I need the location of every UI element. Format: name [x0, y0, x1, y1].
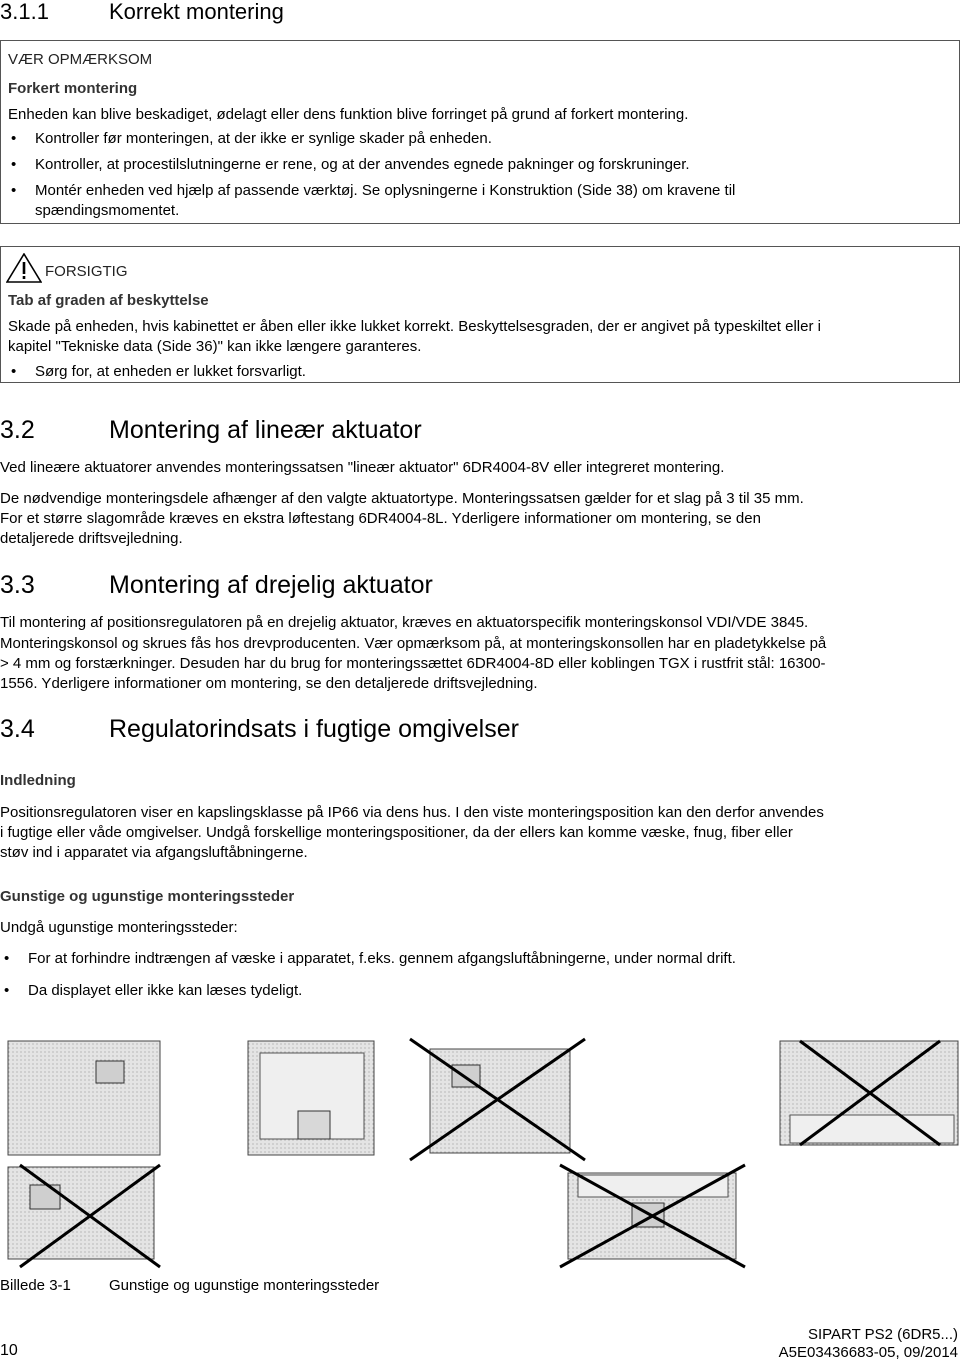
section-title: Korrekt montering [109, 0, 284, 24]
notice-header: VÆR OPMÆRKSOM [8, 51, 153, 68]
caution-text-line: Skade på enheden, hvis kabinettet er åben eller ikke lukket korrekt. Beskyttelsesgraden, der er angivet på typeskiltet eller i [8, 318, 821, 335]
paragraph-line: Til montering af positionsregulatoren på en drejelig aktuator, kræves en aktuatorspecifik monteringskonsol VDI/VDE 3845. [0, 614, 809, 631]
paragraph-line: støv ind i apparatet via afgangsluftåbningerne. [0, 844, 308, 861]
paragraph-line: > 4 mm og forstærkninger. Desuden har du brug for monteringssættet 6DR4004-8D eller koblingen TGX i rustfrit stål: 16300- [0, 655, 826, 672]
section-title: Regulatorindsats i fugtige omgivelser [109, 715, 519, 743]
caution-subheader: Tab af graden af beskyttelse [8, 292, 209, 309]
list-item: • For at forhindre indtrængen af væske i apparatet, f.eks. gennem afgangsluftåbningerne, under normal drift. [4, 950, 736, 967]
bullet-icon: • [4, 950, 10, 967]
notice-bullet: • Montér enheden ved hjælp af passende værktøj. Se oplysningerne i Konstruktion (Side 38) om kravene til [11, 182, 736, 199]
subheading: Indledning [0, 772, 76, 789]
mounting-panel-unfavorable-2 [780, 1041, 958, 1145]
paragraph-line: For et større slagområde kræves en ekstra løftestang 6DR4004-8L. Yderligere informationer om montering, se den [0, 510, 761, 527]
caution-header: FORSIGTIG [45, 263, 128, 280]
notice-bullet-continuation: spændingsmomentet. [35, 202, 180, 219]
subheading: Gunstige og ugunstige monteringssteder [0, 888, 295, 905]
page-number: 10 [0, 1342, 18, 1359]
paragraph-line: detaljerede driftsvejledning. [0, 530, 183, 547]
footer-product: SIPART PS2 (6DR5...) [807, 1326, 958, 1343]
mounting-panel-unfavorable-3 [8, 1165, 160, 1267]
notice-box [0, 40, 960, 224]
mounting-panel-unfavorable-1 [410, 1039, 585, 1160]
section-title: Montering af drejelig aktuator [109, 571, 433, 599]
section-title: Montering af lineær aktuator [109, 416, 422, 444]
mounting-panel-favorable-2 [248, 1041, 374, 1155]
paragraph: Ved lineære aktuatorer anvendes monteringssatsen "lineær aktuator" 6DR4004-8V eller integreret montering. [0, 459, 725, 476]
footer-document-id: A5E03436683-05, 09/2014 [778, 1344, 958, 1361]
bullet-icon: • [11, 156, 17, 173]
warning-triangle-icon [6, 253, 42, 283]
paragraph: Undgå ugunstige monteringssteder: [0, 919, 238, 936]
section-number: 3.4 [0, 715, 35, 743]
section-number: 3.1.1 [0, 0, 49, 24]
paragraph-line: Positionsregulatoren viser en kapslingsklasse på IP66 via dens hus. I den viste monteringsposition kan den derfor anvendes [0, 804, 824, 821]
paragraph-line: i fugtige eller våde omgivelser. Undgå forskellige monteringspositioner, da der ellers kan komme væske, fnug, fiber eller [0, 824, 793, 841]
paragraph-line: 1556. Yderligere informationer om montering, se den detaljerede driftsvejledning. [0, 675, 538, 692]
figure-caption: Gunstige og ugunstige monteringssteder [109, 1277, 380, 1294]
mounting-panel-favorable-1 [8, 1041, 160, 1155]
caution-box [0, 246, 960, 383]
notice-bullet: • Kontroller, at procestilslutningerne er rene, og at der anvendes egnede pakninger og forskruninger. [11, 156, 690, 173]
bullet-icon: • [11, 182, 17, 199]
notice-intro: Enheden kan blive beskadiget, ødelagt eller dens funktion blive forringet på grund af forkert montering. [8, 106, 689, 123]
caution-bullet: • Sørg for, at enheden er lukket forsvarligt. [11, 363, 306, 380]
paragraph-line: De nødvendige monteringsdele afhænger af den valgte aktuatortype. Monteringssatsen gælder for et slag på 3 til 35 mm. [0, 490, 804, 507]
caution-text-line: kapitel "Tekniske data (Side 36)" kan ikke længere garanteres. [8, 338, 422, 355]
bullet-icon: • [4, 982, 10, 999]
list-item: • Da displayet eller ikke kan læses tydeligt. [4, 982, 303, 999]
bullet-icon: • [11, 130, 17, 147]
notice-bullet: • Kontroller før monteringen, at der ikke er synlige skader på enheden. [11, 130, 492, 147]
notice-subheader: Forkert montering [8, 80, 138, 97]
paragraph-line: Monteringskonsol og skrues fås hos drevproducenten. Vær opmærksom på, at monteringskonsollen har en pladetykkelse på [0, 635, 827, 652]
section-number: 3.3 [0, 571, 35, 599]
mounting-panel-unfavorable-4 [560, 1165, 745, 1267]
bullet-icon: • [11, 363, 17, 380]
section-number: 3.2 [0, 416, 35, 444]
figure-mounting-positions [0, 1035, 960, 1275]
figure-label: Billede 3-1 [0, 1277, 71, 1294]
